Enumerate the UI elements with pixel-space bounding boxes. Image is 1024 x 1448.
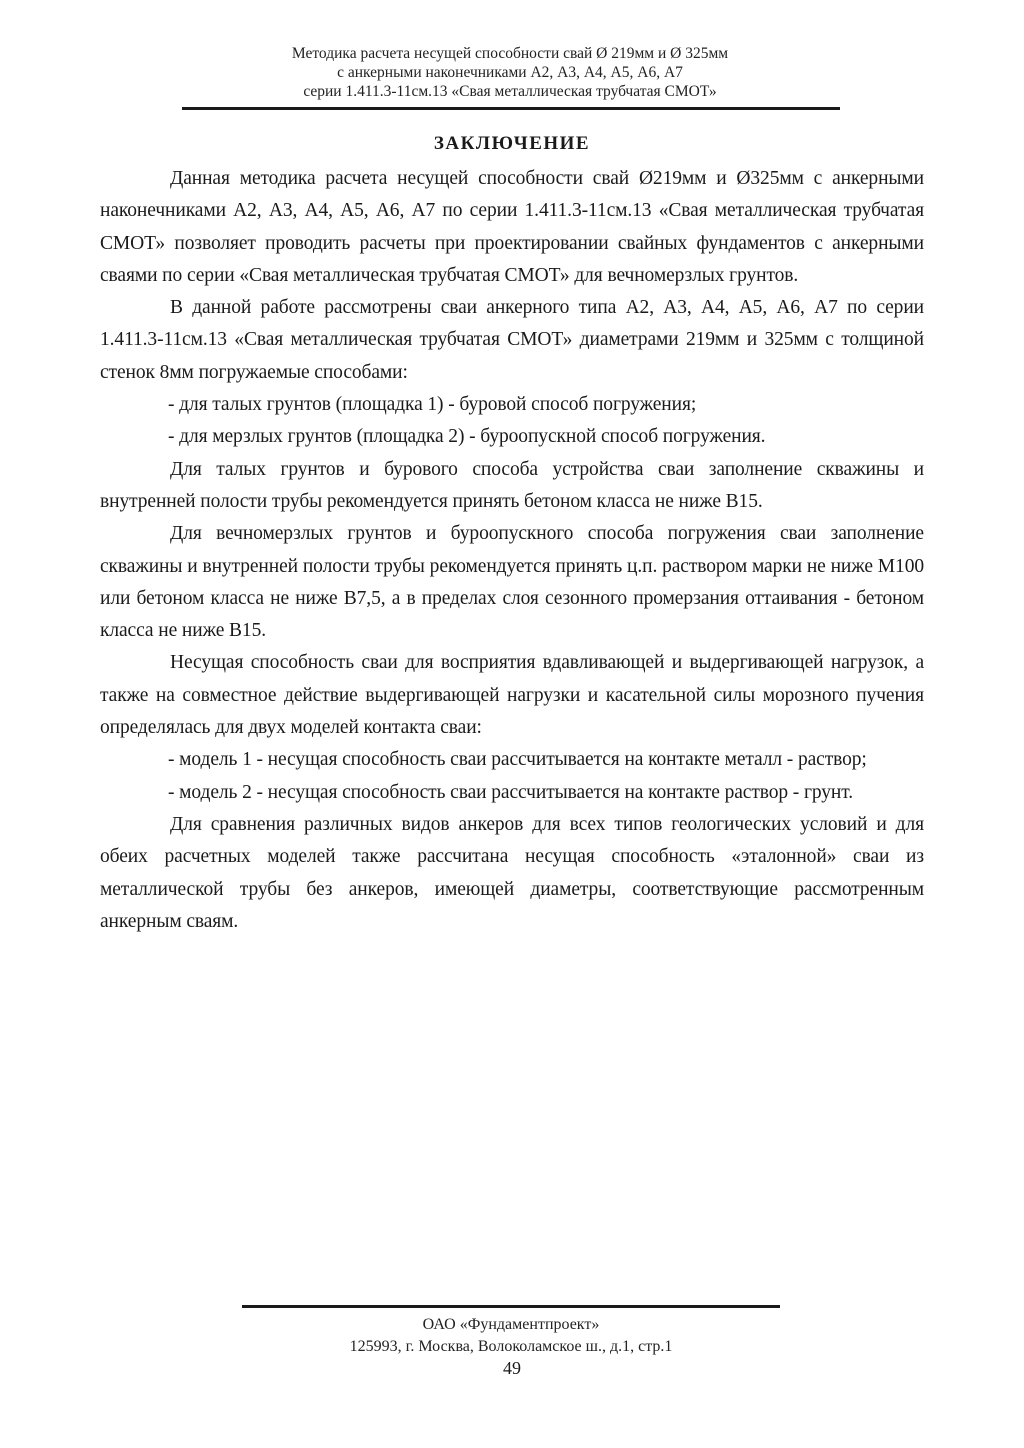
header-divider (182, 107, 840, 110)
list-item: - для талых грунтов (площадка 1) - буровой способ погружения; (168, 394, 697, 416)
footer-address: 125993, г. Москва, Волоколамское ш., д.1, стр.1 (349, 1338, 673, 1355)
section-title: ЗАКЛЮЧЕНИЕ (433, 133, 591, 154)
list-item: - для мерзлых грунтов (площадка 2) - буроопускной способ погружения. (168, 426, 766, 448)
paragraph: Для вечномерзлых грунтов и буроопускного способа погружения сваи заполнение скважины и внутренней полости трубы рекомендуется принять ц.п. раствором марки не ниже М100 или бетоном класса не ниже В7,5, а в пределах слоя сезонного промерзания оттаивания - бетоном класса не ниже В15. (100, 523, 924, 642)
paragraph: В данной работе рассмотрены сваи анкерного типа А2, А3, А4, А5, А6, А7 по серии 1.411.3-11см.13 «Свая металлическая трубчатая СМОТ» диаметрами 219мм и 325мм с толщиной стенок 8мм погружаемые способами: (100, 297, 924, 383)
paragraph: Для сравнения различных видов анкеров для всех типов геологических условий и для обеих расчетных моделей также рассчитана несущая способность «эталонной» сваи из металлической трубы без анкеров, имеющей диаметры, соответствующие рассмотренным анкерным сваям. (100, 813, 924, 932)
running-header (180, 44, 840, 101)
page-number: 49 (503, 1358, 521, 1378)
footer-divider (242, 1305, 780, 1308)
paragraph: Несущая способность сваи для восприятия вдавливающей и выдергивающей нагрузок, а также на совместное действие выдергивающей нагрузки и касательной силы морозного пучения определялась для двух моделей контакта сваи: (100, 652, 924, 739)
paragraph: Для талых грунтов и бурового способа устройства сваи заполнение скважины и внутренней полости трубы рекомендуется принять бетоном класса не ниже В15. (100, 458, 924, 512)
list-item: - модель 1 - несущая способность сваи рассчитывается на контакте металл - раствор; (168, 749, 867, 771)
footer-company: ОАО «Фундаментпроект» (422, 1316, 600, 1333)
list-item: - модель 2 - несущая способность сваи рассчитывается на контакте раствор - грунт. (168, 781, 853, 803)
header-line-3: серии 1.411.3-11см.13 «Свая металлическая трубчатая СМОТ» (303, 83, 717, 100)
header-line-1: Методика расчета несущей способности свай Ø 219мм и Ø 325мм (291, 45, 729, 62)
document-body (100, 163, 924, 938)
paragraph: Данная методика расчета несущей способности свай Ø219мм и Ø325мм с анкерными наконечниками А2, А3, А4, А5, А6, А7 по серии 1.411.3-11см.13 «Свая металлическая трубчатая СМОТ» позволяет проводить расчеты при проектировании свайных фундаментов с анкерными сваями по серии «Свая металлическая трубчатая СМОТ» для вечномерзлых грунтов. (100, 168, 924, 286)
running-footer (242, 1314, 780, 1358)
header-line-2: с анкерными наконечниками А2, А3, А4, А5, А6, А7 (337, 64, 683, 81)
